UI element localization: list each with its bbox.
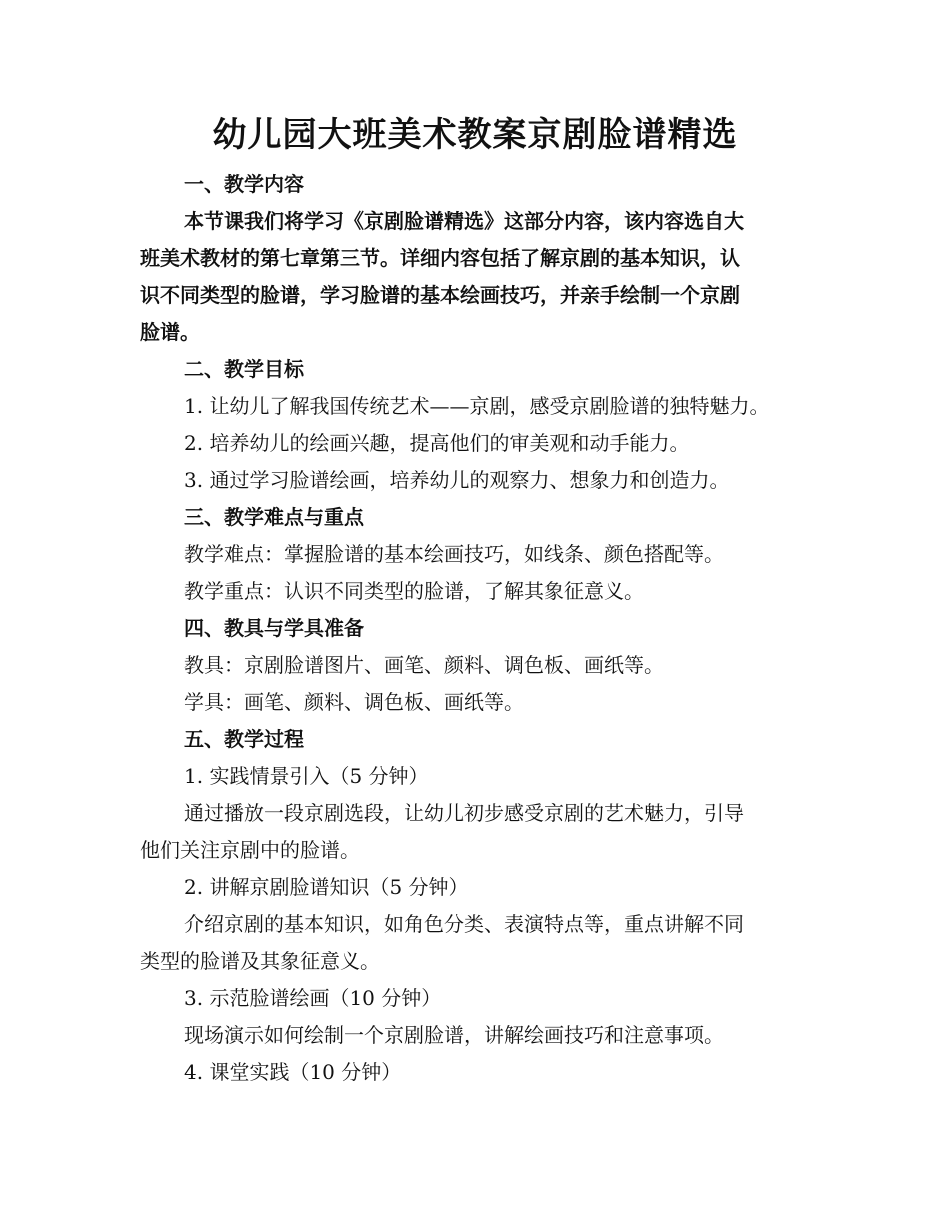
- paragraph-line: 脸谱。: [140, 320, 200, 344]
- paragraph-line: 识不同类型的脸谱，学习脸谱的基本绘画技巧，并亲手绘制一个京剧: [140, 283, 740, 307]
- section-heading-content: 一、教学内容: [184, 172, 304, 196]
- goal-item: 2. 培养幼儿的绘画兴趣，提高他们的审美观和动手能力。: [184, 431, 690, 455]
- process-step-title: 2. 讲解京剧脸谱知识（5 分钟）: [184, 875, 469, 899]
- section-heading-process: 五、教学过程: [184, 727, 304, 751]
- difficulty-text: 教学难点：掌握脸谱的基本绘画技巧，如线条、颜色搭配等。: [184, 542, 724, 566]
- goal-item: 1. 让幼儿了解我国传统艺术——京剧，感受京剧脸谱的独特魅力。: [184, 394, 770, 418]
- process-step-title: 4. 课堂实践（10 分钟）: [184, 1060, 402, 1084]
- paragraph-line: 通过播放一段京剧选段，让幼儿初步感受京剧的艺术魅力，引导: [184, 801, 744, 825]
- paragraph-line: 本节课我们将学习《京剧脸谱精选》这部分内容，该内容选自大: [184, 209, 744, 233]
- paragraph-line: 现场演示如何绘制一个京剧脸谱，讲解绘画技巧和注意事项。: [184, 1023, 724, 1047]
- goal-item: 3. 通过学习脸谱绘画，培养幼儿的观察力、想象力和创造力。: [184, 468, 730, 492]
- paragraph-line: 介绍京剧的基本知识，如角色分类、表演特点等，重点讲解不同: [184, 912, 744, 936]
- teacher-tools-text: 教具：京剧脸谱图片、画笔、颜料、调色板、画纸等。: [184, 653, 664, 677]
- section-heading-materials: 四、教具与学具准备: [184, 616, 364, 640]
- process-step-title: 3. 示范脸谱绘画（10 分钟）: [184, 986, 442, 1010]
- section-heading-goals: 二、教学目标: [184, 357, 304, 381]
- focus-text: 教学重点：认识不同类型的脸谱，了解其象征意义。: [184, 579, 644, 603]
- section-heading-difficulty: 三、教学难点与重点: [184, 505, 364, 529]
- paragraph-line: 类型的脸谱及其象征意义。: [140, 949, 380, 973]
- student-tools-text: 学具：画笔、颜料、调色板、画纸等。: [184, 690, 524, 714]
- document-title: 幼儿园大班美术教案京剧脸谱精选: [212, 115, 738, 155]
- process-step-title: 1. 实践情景引入（5 分钟）: [184, 764, 429, 788]
- paragraph-line: 班美术教材的第七章第三节。详细内容包括了解京剧的基本知识，认: [140, 246, 740, 270]
- paragraph-line: 他们关注京剧中的脸谱。: [140, 838, 360, 862]
